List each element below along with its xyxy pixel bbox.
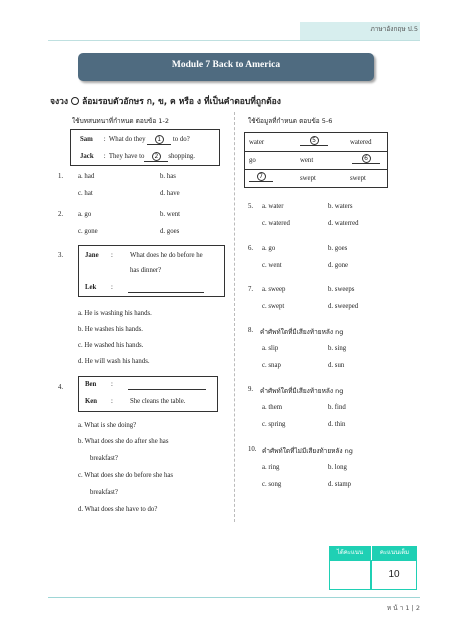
q1-number: 1. <box>58 173 64 180</box>
q4-option-d[interactable]: d. What does she have to do? <box>78 506 158 513</box>
right-note: ใช้ข้อมูลที่กำหนด ตอบข้อ 5-6 <box>248 117 333 125</box>
q10-option-b[interactable]: b. long <box>328 464 347 471</box>
module-title: Module 7 Back to America <box>171 60 281 70</box>
q3-option-b[interactable]: b. He washes his hands. <box>78 326 143 333</box>
q10-option-d[interactable]: d. stamp <box>328 481 352 488</box>
q6-option-d[interactable]: d. gone <box>328 262 349 269</box>
dialog1-line2 <box>80 152 195 162</box>
q9-stem: คำศัพท์ใดที่มีเสียงท้ายหลัง ng <box>260 387 344 395</box>
table-cell: swept <box>350 175 366 182</box>
colon: : <box>103 136 106 143</box>
dialog-text: to do? <box>172 136 190 143</box>
dialog-box-4 <box>78 376 218 412</box>
q4-line2: She cleans the table. <box>130 398 186 405</box>
colon: : <box>103 153 106 160</box>
q4-answer-blank <box>128 389 206 390</box>
q7-option-a[interactable]: a. sweep <box>262 286 286 293</box>
q3-speaker-lek: Lek <box>85 284 97 291</box>
circled-number-6: 6 <box>362 154 371 163</box>
q10-option-a[interactable]: a. ring <box>262 464 280 471</box>
table-cell: go <box>249 157 256 164</box>
q10-option-c[interactable]: c. song <box>262 481 282 488</box>
table-rule <box>244 169 388 170</box>
left-note: ใช้บทสนทนาที่กำหนด ตอบข้อ 1-2 <box>72 117 169 125</box>
table-cell: water <box>249 139 265 146</box>
q8-option-c[interactable]: c. snap <box>262 362 281 369</box>
q3-option-d[interactable]: d. He will wash his hands. <box>78 358 150 365</box>
colon: : <box>111 398 113 405</box>
q5-number: 5. <box>248 203 254 210</box>
blank-1 <box>147 135 171 145</box>
table-blank-5 <box>300 136 328 146</box>
q1-option-a[interactable]: a. had <box>78 173 95 180</box>
footer-rule <box>48 597 420 598</box>
colon: : <box>111 381 113 388</box>
table-cell: went <box>300 157 314 164</box>
q7-option-c[interactable]: c. swept <box>262 303 285 310</box>
q5-option-a[interactable]: a. water <box>262 203 284 210</box>
q4-speaker-ben: Ben <box>85 381 97 388</box>
header-rule <box>48 40 420 41</box>
q2-option-b[interactable]: b. went <box>160 211 181 218</box>
q6-option-a[interactable]: a. go <box>262 245 276 252</box>
column-divider <box>234 112 235 522</box>
q4-option-a[interactable]: a. What is she doing? <box>78 422 137 429</box>
instruction <box>50 94 281 108</box>
dialog-text: shopping. <box>168 153 195 160</box>
q9-option-c[interactable]: c. spring <box>262 421 286 428</box>
table-blank-7 <box>249 172 273 182</box>
dialog-text: They have to <box>108 153 145 160</box>
q4-option-b[interactable]: b. What does she do after she has <box>78 438 169 445</box>
q2-number: 2. <box>58 211 64 218</box>
q3-option-c[interactable]: c. He washed his hands. <box>78 342 144 349</box>
q4-number: 4. <box>58 384 64 391</box>
table-cell: swept <box>300 175 316 182</box>
instruction-text: ล้อมรอบตัวอักษร ก, ข, ค หรือ ง ที่เป็นคำตอบที่ถูกต้อง <box>82 97 281 107</box>
q10-stem: คำศัพท์ใดที่ไม่มีเสียงท้ายหลัง ng <box>262 447 353 455</box>
q6-number: 6. <box>248 245 254 252</box>
score-label: ได้คะแนน <box>329 546 371 560</box>
q1-option-c[interactable]: c. hat <box>78 190 93 197</box>
table-rule <box>244 151 388 152</box>
q5-option-d[interactable]: d. waterred <box>328 220 359 227</box>
speaker-jack: Jack <box>80 153 94 160</box>
circled-number-2: 2 <box>152 152 161 161</box>
q6-option-b[interactable]: b. goes <box>328 245 348 252</box>
q2-option-c[interactable]: c. gone <box>78 228 98 235</box>
q8-option-b[interactable]: b. sing <box>328 345 347 352</box>
q8-option-d[interactable]: d. sun <box>328 362 345 369</box>
q1-option-b[interactable]: b. has <box>160 173 176 180</box>
page-number: ห น้ า 1 | 2 <box>386 604 420 612</box>
q3-speaker-jane: Jane <box>85 252 99 259</box>
score-total-label: คะแนนเต็ม <box>371 546 417 560</box>
q2-option-a[interactable]: a. go <box>78 211 92 218</box>
score-total-value: 10 <box>388 569 400 580</box>
q6-option-c[interactable]: c. went <box>262 262 282 269</box>
q4-option-c-cont: breakfast? <box>90 489 118 496</box>
q8-option-a[interactable]: a. slip <box>262 345 279 352</box>
q9-option-b[interactable]: b. find <box>328 404 346 411</box>
q9-number: 9. <box>248 386 254 393</box>
table-blank-6 <box>352 154 380 164</box>
colon: : <box>111 284 113 291</box>
q9-option-a[interactable]: a. them <box>262 404 283 411</box>
instruction-prefix: จงวง <box>50 97 69 107</box>
dialog-text: What do they <box>108 136 146 143</box>
q3-answer-blank <box>128 292 204 293</box>
q7-number: 7. <box>248 286 254 293</box>
q3-number: 3. <box>58 252 64 259</box>
dialog1-line1 <box>80 135 190 145</box>
circle-icon <box>71 97 79 105</box>
circled-number-1: 1 <box>155 135 164 144</box>
q7-option-d[interactable]: d. sweeped <box>328 303 359 310</box>
q8-number: 8. <box>248 327 254 334</box>
q10-number: 10. <box>248 446 257 453</box>
q1-option-d[interactable]: d. have <box>160 190 180 197</box>
speaker-sam: Sam <box>80 136 93 143</box>
circled-number-5: 5 <box>310 136 319 145</box>
q5-option-b[interactable]: b. waters <box>328 203 353 210</box>
circled-number-7: 7 <box>257 172 266 181</box>
header-subject: ภาษาอังกฤษ ป.5 <box>370 25 418 33</box>
table-cell: watered <box>350 139 372 146</box>
q9-option-d[interactable]: d. thin <box>328 421 346 428</box>
q3-option-a[interactable]: a. He is washing his hands. <box>78 310 152 317</box>
q2-option-d[interactable]: d. goes <box>160 228 180 235</box>
score-input-box[interactable] <box>329 560 371 590</box>
blank-2 <box>144 152 168 162</box>
q3-line1b: has dinner? <box>130 267 162 274</box>
q3-line1a: What does he do before he <box>130 252 203 259</box>
q4-option-c[interactable]: c. What does she do before she has <box>78 472 174 479</box>
colon: : <box>111 252 113 259</box>
q4-option-b-cont: breakfast? <box>90 455 118 462</box>
q4-speaker-ken: Ken <box>85 398 98 405</box>
q8-stem: คำศัพท์ใดที่มีเสียงท้ายหลัง ng <box>260 328 344 336</box>
q5-option-c[interactable]: c. watered <box>262 220 290 227</box>
q7-option-b[interactable]: b. sweeps <box>328 286 355 293</box>
